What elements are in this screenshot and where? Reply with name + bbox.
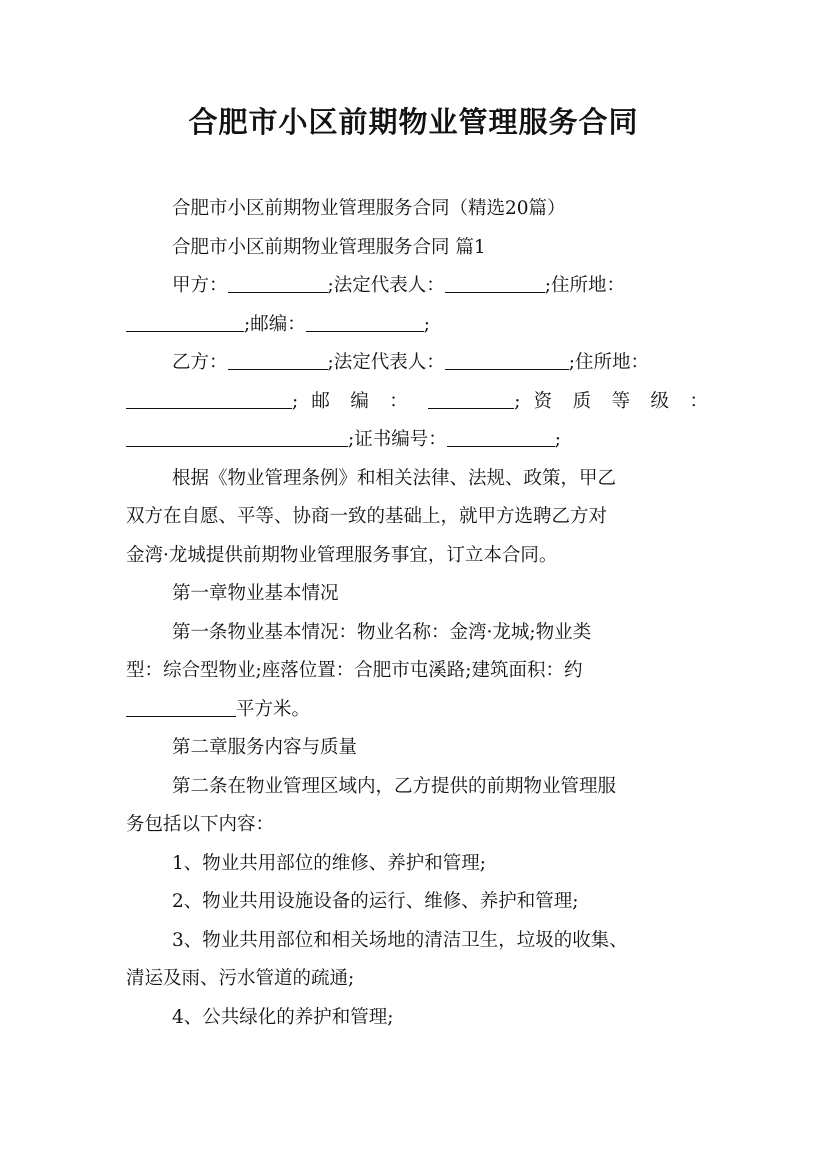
- party-b-label: 乙方：: [172, 352, 228, 373]
- party-a-address-label: ;住所地：: [544, 275, 625, 296]
- document-title: 合肥市小区前期物业管理服务合同: [188, 105, 639, 139]
- basis-paragraph-line-1: 根据《物业管理条例》和相关法律、法规、政策，甲乙: [172, 467, 617, 489]
- party-b-line-3: [126, 421, 708, 460]
- party-b-certificate-blank: [447, 428, 555, 447]
- party-a-end: ;: [423, 313, 430, 335]
- party-a-postcode-blank: [306, 313, 424, 332]
- party-b-name-blank: [228, 351, 328, 370]
- party-b-end: ;: [554, 429, 561, 450]
- party-b-legal-rep-blank: [445, 351, 569, 370]
- basis-paragraph-line-3: 金湾·龙城提供前期物业管理服务事宜，订立本合同。: [126, 544, 558, 566]
- party-b-postcode-blank: [428, 390, 514, 409]
- service-item-1: 1、物业共用部位的维修、养护和管理;: [172, 852, 487, 874]
- basis-paragraph-line-2: 双方在自愿、平等、协商一致的基础上，就甲方选聘乙方对: [126, 506, 608, 527]
- document-subtitle: 合肥市小区前期物业管理服务合同（精选20篇）: [172, 198, 566, 219]
- party-b-line: [126, 344, 708, 383]
- service-item-2: 2、物业共用设施设备的运行、维修、养护和管理;: [172, 891, 579, 912]
- building-area-blank: [126, 698, 236, 717]
- article-1-line-1: 第一条物业基本情况：物业名称：金湾·龙城;物业类: [172, 621, 592, 643]
- party-a-label: 甲方：: [172, 275, 228, 296]
- service-item-3-line-1: 3、物业共用部位和相关场地的清洁卫生，垃圾的收集、: [172, 929, 628, 951]
- party-b-line-2: [126, 383, 708, 422]
- party-a-name-blank: [228, 274, 328, 293]
- article-1-line-2: 型：综合型物业;座落位置：合肥市屯溪路;建筑面积：约: [126, 660, 583, 681]
- service-item-4: 4、公共绿化的养护和管理;: [172, 1006, 394, 1028]
- party-a-line: [126, 267, 708, 306]
- article-1-line-3: [126, 691, 708, 730]
- party-a-address-blank: [126, 313, 244, 332]
- service-item-3-line-2: 清运及雨、污水管道的疏通;: [126, 968, 355, 989]
- party-b-qualification-blank: [126, 428, 348, 447]
- party-b-postcode-label: ; 邮 编 ：: [292, 390, 416, 412]
- party-b-qualification-label: ; 资 质 等 级 ：: [514, 390, 708, 412]
- section-heading: 合肥市小区前期物业管理服务合同 篇1: [172, 236, 486, 258]
- party-a-line-2: [126, 306, 708, 345]
- party-a-legal-rep-blank: [445, 274, 545, 293]
- area-unit: 平方米。: [236, 698, 311, 720]
- party-b-certificate-label: ;证书编号：: [348, 429, 447, 450]
- party-a-postcode-label: ;邮编：: [244, 313, 306, 335]
- chapter-2-heading: 第二章服务内容与质量: [172, 737, 358, 758]
- party-a-legal-rep-label: ;法定代表人：: [327, 275, 445, 296]
- article-2-line-1: 第二条在物业管理区域内，乙方提供的前期物业管理服: [172, 775, 617, 797]
- article-2-line-2: 务包括以下内容：: [126, 814, 275, 835]
- party-b-address-label: ;住所地：: [568, 352, 649, 373]
- chapter-1-heading: 第一章物业基本情况: [172, 583, 339, 604]
- document-body: [126, 190, 708, 1037]
- party-b-legal-rep-label: ;法定代表人：: [327, 352, 445, 373]
- party-b-address-blank: [126, 390, 292, 409]
